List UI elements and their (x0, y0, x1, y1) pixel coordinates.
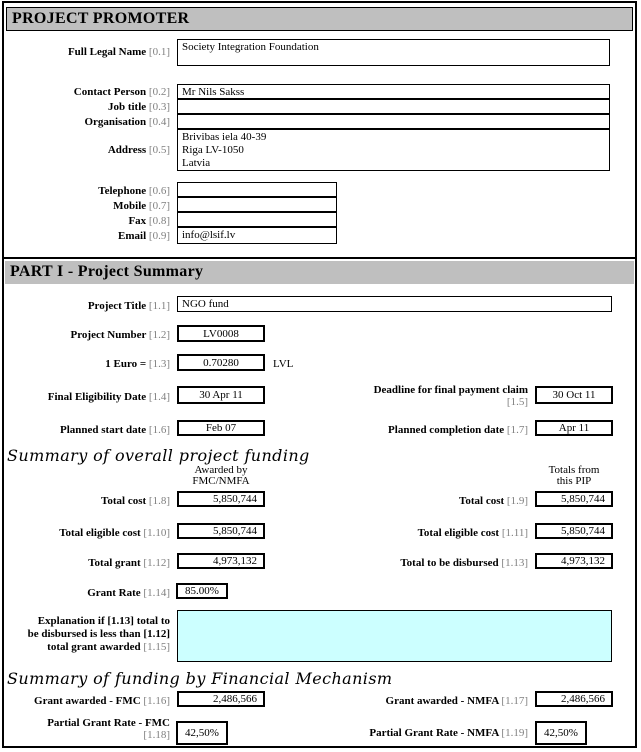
address-line-2: Riga LV-1050 (182, 144, 244, 156)
field-ref: [0.7] (148, 200, 170, 212)
grant-awarded-nmfa-field[interactable] (535, 691, 613, 707)
total-cost-fmc-label: Total cost [1.8] (101, 495, 170, 507)
mobile-field[interactable] (177, 197, 337, 212)
euro-rate-value: 0.70280 (203, 356, 239, 369)
telephone-field[interactable] (177, 182, 337, 197)
column-header-awarded: Awarded by FMC/NMFA (192, 464, 250, 487)
final-eligibility-date-label: Final Eligibility Date [1.4] (47, 391, 170, 403)
contact-person-value: Mr Nils Sakss (182, 86, 245, 98)
job-title-field[interactable] (177, 99, 610, 114)
grant-rate-label: Grant Rate [1.14] (87, 587, 170, 599)
address-label: Address [0.5] (107, 144, 170, 156)
partial-rate-nmfa-label: Partial Grant Rate - NMFA [1.19] (369, 727, 528, 739)
planned-completion-date-label: Planned completion date [1.7] (388, 424, 528, 436)
partial-rate-fmc-value: 42,50% (185, 727, 219, 739)
field-ref: [1.13] (501, 557, 528, 569)
grant-rate-field[interactable] (176, 583, 228, 599)
deadline-final-payment-label: Deadline for final payment claim [1.5] (300, 384, 528, 408)
fax-label: Fax [0.8] (128, 215, 170, 227)
field-ref: [0.5] (148, 144, 170, 156)
final-eligibility-date-value: 30 Apr 11 (199, 389, 243, 401)
grant-awarded-fmc-field[interactable] (177, 691, 265, 707)
grant-awarded-fmc-label: Grant awarded - FMC [1.16] (34, 695, 170, 707)
total-cost-pip-label: Total cost [1.9] (459, 495, 528, 507)
field-ref: [1.12] (143, 557, 170, 569)
organisation-label: Organisation [0.4] (84, 116, 170, 128)
field-ref: [1.8] (148, 495, 170, 507)
email-field[interactable] (177, 227, 337, 244)
address-field[interactable] (177, 129, 610, 171)
total-grant-label: Total grant [1.12] (88, 557, 170, 569)
project-title-label: Project Title [1.1] (87, 300, 170, 312)
total-eligible-fmc-value: 5,850,744 (213, 525, 257, 537)
field-ref: [1.6] (148, 424, 170, 436)
partial-rate-fmc-label: Partial Grant Rate - FMC [1.18] (0, 717, 170, 741)
project-title-field[interactable] (177, 296, 612, 312)
organisation-field[interactable] (177, 114, 610, 129)
full-legal-name-field[interactable] (177, 39, 610, 66)
fax-field[interactable] (177, 212, 337, 227)
field-ref: [1.3] (148, 358, 170, 370)
total-eligible-fmc-field[interactable] (177, 523, 265, 539)
overall-funding-heading: Summary of overall project funding (7, 446, 310, 465)
field-ref: [1.4] (148, 391, 170, 403)
mechanism-heading: Summary of funding by Financial Mechanism (7, 669, 393, 688)
field-ref: [1.18] (143, 729, 170, 741)
total-eligible-pip-value: 5,850,744 (561, 525, 605, 537)
project-number-field[interactable] (177, 325, 265, 342)
fax-value (178, 213, 336, 215)
field-ref: [1.14] (143, 587, 170, 599)
address-line-1: Brivibas iela 40-39 (182, 131, 267, 143)
full-legal-name-value: Society Integration Foundation (182, 41, 319, 53)
field-ref: [1.2] (148, 329, 170, 341)
final-eligibility-date-field[interactable] (177, 386, 265, 404)
grant-awarded-nmfa-label: Grant awarded - NMFA [1.17] (385, 695, 528, 707)
total-cost-fmc-field[interactable] (177, 491, 265, 507)
column-header-totals: Totals from this PIP (548, 464, 600, 487)
grant-rate-value: 85.00% (185, 585, 219, 597)
explanation-value (178, 611, 611, 613)
total-grant-field[interactable] (177, 553, 265, 569)
section-header-part1 (5, 261, 634, 284)
field-ref: [1.7] (506, 424, 528, 436)
full-legal-name-label: Full Legal Name [0.1] (67, 46, 170, 58)
field-ref: [1.16] (143, 695, 170, 707)
telephone-value (178, 183, 336, 185)
total-cost-pip-field[interactable] (535, 491, 613, 507)
partial-rate-fmc-field[interactable] (176, 721, 228, 745)
euro-rate-label: 1 Euro = [1.3] (105, 358, 170, 370)
field-ref: [0.9] (148, 230, 170, 242)
total-disbursed-label: Total to be disbursed [1.13] (400, 557, 528, 569)
field-ref: [1.10] (143, 527, 170, 539)
total-disbursed-field[interactable] (535, 553, 613, 569)
field-ref: [0.4] (148, 116, 170, 128)
deadline-final-payment-value: 30 Oct 11 (552, 389, 596, 401)
total-cost-fmc-value: 5,850,744 (213, 493, 257, 505)
grant-awarded-nmfa-value: 2,486,566 (561, 693, 605, 705)
field-ref: [0.3] (148, 101, 170, 113)
planned-completion-date-value: Apr 11 (558, 422, 590, 434)
field-ref: [0.1] (148, 46, 170, 58)
job-title-label: Job title [0.3] (107, 101, 170, 113)
planned-start-date-label: Planned start date [1.6] (60, 424, 170, 436)
email-value: info@lsif.lv (182, 229, 236, 241)
project-title-value: NGO fund (182, 298, 229, 310)
planned-start-date-value: Feb 07 (205, 422, 237, 434)
field-ref: [1.11] (501, 527, 528, 539)
field-ref: [1.5] (506, 396, 528, 408)
field-ref: [1.15] (143, 641, 170, 653)
field-ref: [1.9] (506, 495, 528, 507)
field-ref: [1.17] (501, 695, 528, 707)
mobile-value (178, 198, 336, 200)
euro-rate-field[interactable] (177, 354, 265, 371)
section-title: PART I - Project Summary (10, 263, 204, 280)
total-grant-value: 4,973,132 (213, 555, 257, 567)
planned-completion-date-field[interactable] (535, 420, 613, 436)
section-divider (2, 257, 637, 259)
contact-person-label: Contact Person [0.2] (73, 86, 170, 98)
field-ref: [1.19] (501, 727, 528, 739)
organisation-value (178, 115, 609, 117)
contact-person-field[interactable] (177, 84, 610, 99)
project-number-label: Project Number [1.2] (70, 329, 170, 341)
planned-start-date-field[interactable] (177, 420, 265, 436)
deadline-final-payment-field[interactable] (535, 386, 613, 404)
currency-label: LVL (273, 358, 294, 370)
total-eligible-fmc-label: Total eligible cost [1.10] (59, 527, 170, 539)
job-title-value (178, 100, 609, 102)
total-eligible-pip-field[interactable] (535, 523, 613, 539)
total-disbursed-value: 4,973,132 (561, 555, 605, 567)
explanation-field[interactable] (177, 610, 612, 662)
total-cost-pip-value: 5,850,744 (561, 493, 605, 505)
explanation-label: Explanation if [1.13] total to be disbursed is less than [1.12] total grant awarded [1.15] (27, 615, 170, 653)
mobile-label: Mobile [0.7] (113, 200, 170, 212)
field-ref: [0.6] (148, 185, 170, 197)
telephone-label: Telephone [0.6] (98, 185, 170, 197)
section-title: PROJECT PROMOTER (12, 10, 190, 27)
field-ref: [0.8] (148, 215, 170, 227)
email-label: Email [0.9] (118, 230, 170, 242)
field-ref: [0.2] (148, 86, 170, 98)
section-header-project-promoter (6, 7, 633, 31)
field-ref: [1.1] (148, 300, 170, 312)
partial-rate-nmfa-value: 42,50% (544, 727, 578, 739)
address-line-3: Latvia (182, 157, 211, 169)
total-eligible-pip-label: Total eligible cost [1.11] (417, 527, 528, 539)
project-number-value: LV0008 (203, 327, 239, 340)
grant-awarded-fmc-value: 2,486,566 (213, 693, 257, 705)
partial-rate-nmfa-field[interactable] (535, 721, 587, 745)
